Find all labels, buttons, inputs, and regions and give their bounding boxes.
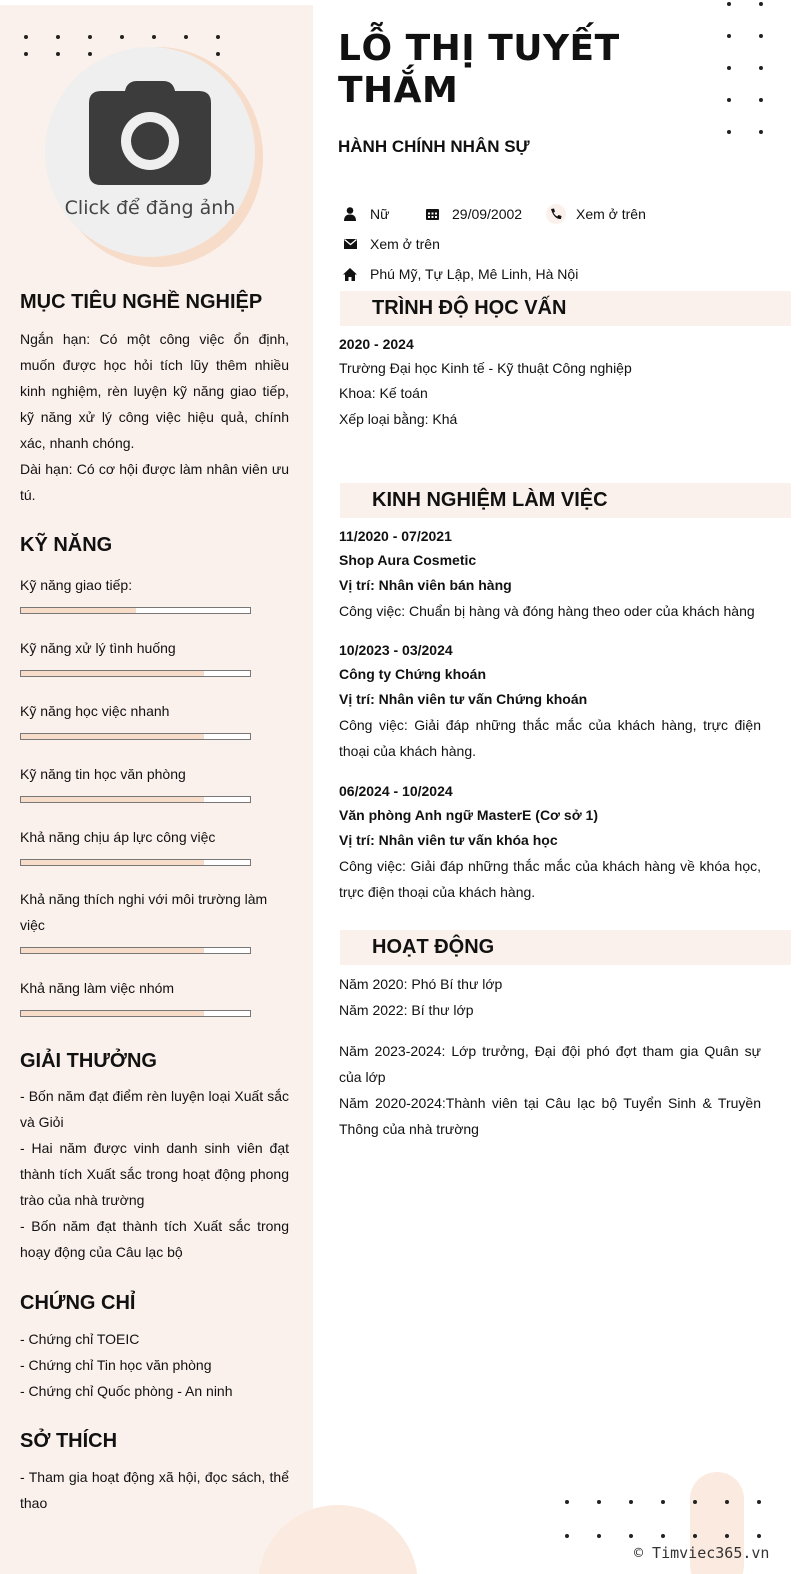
- award-item: - Bốn năm đạt điểm rèn luyện loại Xuất sắc và Giỏi: [20, 1088, 289, 1130]
- decorative-dot: [693, 1534, 697, 1538]
- skill-level-fill: [21, 948, 204, 953]
- decorative-dot: [727, 2, 731, 6]
- decorative-dot: [565, 1500, 569, 1504]
- decorative-dot: [759, 34, 763, 38]
- job-company: Văn phòng Anh ngữ MasterE (Cơ sở 1): [339, 807, 598, 823]
- education-title: TRÌNH ĐỘ HỌC VẤN: [372, 297, 567, 319]
- info-email: [340, 234, 440, 254]
- skill-level-bar: [20, 796, 251, 803]
- decorative-dot: [725, 1500, 729, 1504]
- decorative-dot: [759, 130, 763, 134]
- education-faculty: Khoa: Kế toán: [339, 385, 428, 401]
- certificate-item: - Chứng chỉ Tin học văn phòng: [20, 1357, 212, 1373]
- skill-level-fill: [21, 734, 204, 739]
- skill-label: Khả năng chịu áp lực công việc: [20, 829, 216, 845]
- decorative-dot: [24, 35, 28, 39]
- info-birthday: [422, 204, 522, 224]
- activities-title: HOẠT ĐỘNG: [372, 936, 495, 958]
- decorative-dot: [152, 35, 156, 39]
- skill-label: Kỹ năng giao tiếp:: [20, 577, 133, 593]
- education-grade: Xếp loại bằng: Khá: [339, 411, 458, 427]
- skill-label: Kỹ năng học việc nhanh: [20, 703, 170, 719]
- activity-item: Năm 2023-2024: Lớp trưởng, Đại đội phó đợt tham gia Quân sự của lớp: [339, 1043, 761, 1085]
- decorative-dot: [661, 1500, 665, 1504]
- decorative-dot: [88, 35, 92, 39]
- job-period: 11/2020 - 07/2021: [339, 528, 452, 544]
- certificates-title: CHỨNG CHỈ: [20, 1292, 136, 1314]
- certificate-item: - Chứng chỉ Quốc phòng - An ninh: [20, 1383, 233, 1399]
- skills-title: KỸ NĂNG: [20, 534, 113, 556]
- user-icon: [340, 204, 360, 224]
- activity-item: Năm 2020-2024:Thành viên tại Câu lạc bộ Tuyển Sinh & Truyền Thông của nhà trường: [339, 1095, 761, 1137]
- skill-label: Khả năng làm việc nhóm: [20, 980, 175, 996]
- skill-level-bar: [20, 859, 251, 866]
- decorative-dot: [88, 52, 92, 56]
- skill-level-fill: [21, 608, 136, 613]
- decorative-dot: [597, 1534, 601, 1538]
- left-sidebar: [0, 5, 313, 1574]
- decorative-dot: [727, 130, 731, 134]
- hobbies-title: SỞ THÍCH: [20, 1430, 118, 1452]
- decorative-dot: [727, 34, 731, 38]
- job-period: 06/2024 - 10/2024: [339, 783, 453, 799]
- award-item: - Bốn năm đạt thành tích Xuất sắc trong hoạy động của Câu lạc bộ: [20, 1218, 289, 1260]
- objective-long-term: Dài hạn: Có cơ hội được làm nhân viên ưu tú.: [20, 461, 289, 503]
- decorative-dot: [629, 1500, 633, 1504]
- activities-header: [340, 930, 791, 965]
- decorative-dots: [727, 2, 767, 142]
- job-role: Vị trí: Nhân viên tư vấn Chứng khoán: [339, 691, 588, 707]
- skill-level-fill: [21, 797, 204, 802]
- job-description: Công việc: Giải đáp những thắc mắc của khách hàng về khóa học, trực điện thoại của khách hàng.: [339, 858, 761, 900]
- job-role: Vị trí: Nhân viên tư vấn khóa học: [339, 832, 558, 848]
- decorative-dot: [757, 1500, 761, 1504]
- skill-level-fill: [21, 671, 204, 676]
- skill-label: Khả năng thích nghi với môi trường làm việc: [20, 891, 268, 933]
- skill-level-bar: [20, 607, 251, 614]
- job-company: Công ty Chứng khoán: [339, 666, 487, 682]
- phone-icon: [546, 204, 566, 224]
- objective-short-term: Ngắn hạn: Có một công việc ổn định, muốn được học hỏi tích lũy thêm nhiều kinh nghiệm, rèn luyện kỹ năng giao tiếp, kỹ năng xử lý công việc hiệu quả, chính xác, nhanh chóng.: [20, 331, 289, 451]
- birthday-value: 29/09/2002: [452, 206, 523, 222]
- skill-label: Kỹ năng tin học văn phòng: [20, 766, 186, 782]
- decorative-dot: [757, 1534, 761, 1538]
- hobbies-text: - Tham gia hoạt động xã hội, đọc sách, thể thao: [20, 1469, 289, 1511]
- skill-level-fill: [21, 1011, 204, 1016]
- footer-credit: © Timviec365.vn: [634, 1544, 770, 1562]
- decorative-dots: [565, 1500, 775, 1545]
- decorative-dot: [24, 52, 28, 56]
- experience-title: KINH NGHIỆM LÀM VIỆC: [372, 489, 608, 511]
- camera-icon: [87, 77, 213, 187]
- job-description: Công việc: Giải đáp những thắc mắc của khách hàng, trực điện thoại của khách hàng.: [339, 717, 761, 759]
- info-gender: [340, 204, 389, 224]
- education-header: [340, 291, 791, 326]
- job-period: 10/2023 - 03/2024: [339, 642, 453, 658]
- activity-item: Năm 2022: Bí thư lớp: [339, 1002, 474, 1018]
- decorative-dot: [693, 1500, 697, 1504]
- envelope-icon: [340, 234, 360, 254]
- email-value: Xem ở trên: [370, 236, 440, 252]
- awards-title: GIẢI THƯỞNG: [20, 1050, 157, 1072]
- decorative-dot: [597, 1500, 601, 1504]
- decorative-dot: [759, 2, 763, 6]
- job-company: Shop Aura Cosmetic: [339, 552, 477, 568]
- education-period: 2020 - 2024: [339, 336, 414, 352]
- decorative-dot: [56, 52, 60, 56]
- decorative-dot: [629, 1534, 633, 1538]
- info-phone: [546, 204, 646, 224]
- decorative-dot: [759, 98, 763, 102]
- job-description: Công việc: Chuẩn bị hàng và đóng hàng theo oder của khách hàng: [339, 603, 755, 619]
- home-icon: [340, 264, 360, 284]
- avatar-upload[interactable]: [45, 47, 255, 257]
- objective-title: MỤC TIÊU NGHỀ NGHIỆP: [20, 291, 263, 313]
- decorative-dot: [725, 1534, 729, 1538]
- info-address: [340, 264, 578, 284]
- award-item: - Hai năm được vinh danh sinh viên đạt thành tích Xuất sắc trong hoạt động phong trào của nhà trường: [20, 1140, 289, 1208]
- decorative-dot: [661, 1534, 665, 1538]
- address-value: Phú Mỹ, Tự Lập, Mê Linh, Hà Nội: [370, 266, 579, 282]
- decorative-dot: [184, 35, 188, 39]
- skill-level-bar: [20, 947, 251, 954]
- skill-label: Kỹ năng xử lý tình huống: [20, 640, 176, 656]
- gender-value: Nữ: [370, 206, 390, 222]
- education-school: Trường Đại học Kinh tế - Kỹ thuật Công nghiệp: [339, 360, 632, 376]
- decorative-dot: [56, 35, 60, 39]
- skill-level-bar: [20, 670, 251, 677]
- phone-value: Xem ở trên: [576, 206, 646, 222]
- experience-header: [340, 483, 791, 518]
- decorative-dot: [216, 35, 220, 39]
- candidate-position: HÀNH CHÍNH NHÂN SỰ: [338, 137, 530, 156]
- activity-item: Năm 2020: Phó Bí thư lớp: [339, 976, 503, 992]
- decorative-dot: [727, 66, 731, 70]
- avatar-upload-label: Click để đăng ảnh: [64, 197, 236, 219]
- skill-level-bar: [20, 1010, 251, 1017]
- skill-level-fill: [21, 860, 204, 865]
- job-role: Vị trí: Nhân viên bán hàng: [339, 577, 512, 593]
- decorative-dot: [216, 52, 220, 56]
- decorative-dot: [120, 35, 124, 39]
- candidate-name: LỖ THỊ TUYẾT THẮM: [338, 28, 620, 111]
- decorative-dot: [759, 66, 763, 70]
- decorative-dot: [727, 98, 731, 102]
- certificate-item: - Chứng chỉ TOEIC: [20, 1331, 140, 1347]
- skill-level-bar: [20, 733, 251, 740]
- decorative-dot: [565, 1534, 569, 1538]
- calendar-icon: [422, 204, 442, 224]
